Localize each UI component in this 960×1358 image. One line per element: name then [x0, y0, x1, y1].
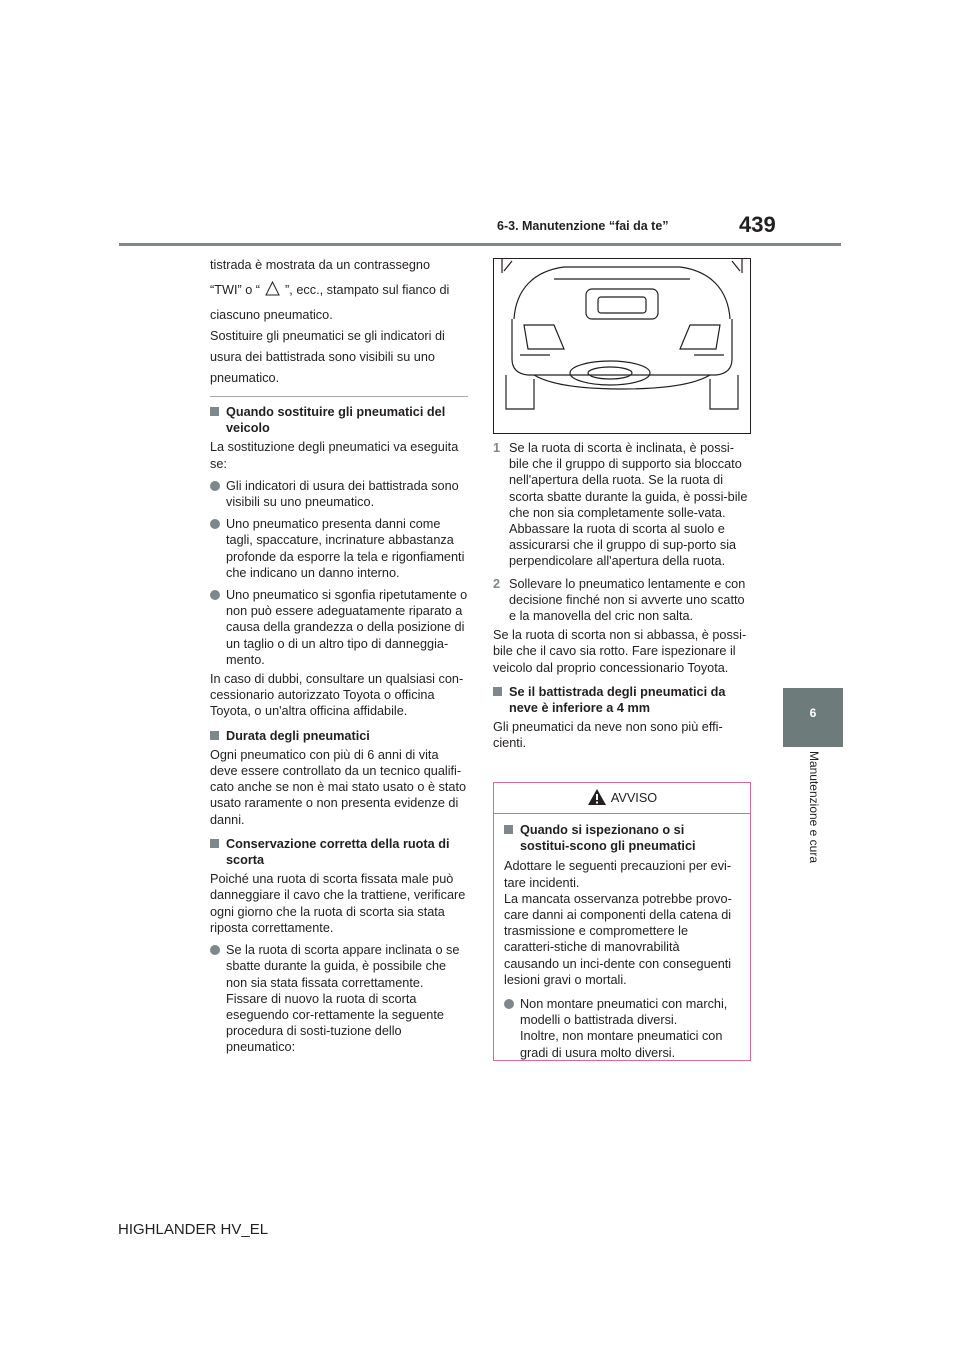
paragraph: Gli pneumatici da neve non sono più effi-cienti.: [493, 720, 723, 751]
warning-heading: Quando si ispezionano o si sostitui-scono gli pneumatici: [504, 822, 736, 854]
paragraph: In caso di dubbi, consultare un qualsiasi con-cessionario autorizzato Toyota o officina Toyota, o un'altra officina affidabile.: [210, 672, 464, 719]
heading-tire-life: Durata degli pneumatici: [210, 728, 468, 744]
warning-paragraph: La mancata osservanza potrebbe provo-care danni ai componenti della catena di trasmissione e compromettere le caratteri-stiche di manovrabilità causando un inci-dente con conseguenti lesioni gravi o mortali.: [504, 891, 732, 987]
intro-line: Sostituire gli pneumatici se gli indicatori di: [210, 329, 445, 343]
intro-text: “TWI” o “: [210, 283, 261, 297]
warning-title: AVVISO: [610, 791, 658, 805]
header-rule: [119, 243, 841, 246]
section-title: 6-3. Manutenzione “fai da te”: [497, 219, 669, 233]
left-intro: [210, 255, 468, 389]
footer-model: HIGHLANDER HV_EL: [118, 1221, 269, 1238]
heading-spare-storage: Conservazione corretta della ruota di scorta: [210, 836, 468, 868]
car-rear-drawing: [494, 259, 750, 433]
bullet-item: Uno pneumatico si sgonfia ripetutamente o non può essere adeguatamente riparato a causa della grandezza o della posizione di un taglio o di un altro tipo di danneggia-mento.: [210, 587, 468, 668]
paragraph: La sostituzione degli pneumatici va eseguita se:: [210, 440, 459, 471]
warning-bullet: [504, 996, 736, 1061]
intro-line: pneumatico.: [210, 371, 280, 385]
intro-text: ”, ecc., stampato sul fianco di: [285, 283, 450, 297]
chapter-number: 6: [809, 706, 817, 720]
step-text: Sollevare lo pneumatico lentamente e con decisione finché non si avverte uno scatto e la manovella del cric non salta.: [509, 576, 746, 624]
heading-replace-tires: Quando sostituire gli pneumatici del veicolo: [210, 404, 468, 436]
bullet-item: Uno pneumatico presenta danni come tagli, spaccature, incrinature abbastanza profonde da esporre la tela e rigonfiamenti che indicano un danno interno.: [210, 516, 468, 581]
step-number: 2: [493, 576, 501, 591]
step-number: 1: [493, 441, 501, 455]
bullet-item: Se la ruota di scorta appare inclinata o se sbatte durante la guida, è possibile che non sia stata fissata correttamente. Fissare di nuovo la ruota di scorta eseguendo cor-rettamente la seguente procedura di sosti-tuzione dello pneumatico:: [210, 942, 468, 1055]
chapter-label-box: [804, 740, 820, 890]
intro-line: usura dei battistrada sono visibili su uno: [210, 350, 435, 364]
warning-header: [494, 783, 750, 814]
section-divider: [210, 396, 468, 397]
paragraph: Se la ruota di scorta non si abbassa, è possi-bile che il cavo sia rotto. Fare ispezionare il veicolo dal proprio concessionario Toyota.: [493, 628, 747, 675]
warning-bullet-text: Inoltre, non montare pneumatici con gradi di usura molto diversi.: [520, 1029, 723, 1060]
rear-vehicle-illustration: [493, 258, 751, 434]
step-1: [493, 440, 751, 570]
tread-triangle-icon: [265, 281, 280, 296]
paragraph: Poiché una ruota di scorta fissata male può danneggiare il cavo che la trattiene, verificare ogni giorno che la ruota di scorta sia stata riposta correttamente.: [210, 872, 466, 935]
heading-snow-tires: Se il battistrada degli pneumatici da neve è inferiore a 4 mm: [493, 684, 751, 716]
warning-paragraph: Adottare le seguenti precauzioni per evi-tare incidenti.: [504, 859, 732, 890]
warning-body: [494, 814, 750, 1061]
intro-line: ciascuno pneumatico.: [210, 308, 333, 322]
warning-bullet-text: Non montare pneumatici con marchi, modelli o battistrada diversi.: [520, 997, 728, 1028]
bullet-item: Gli indicatori di usura dei battistrada sono visibili su uno pneumatico.: [210, 478, 468, 510]
chapter-label: Manutenzione e cura: [807, 750, 821, 864]
step-text: Se la ruota di scorta è inclinata, è possi-bile che il gruppo di supporto sia bloccato nell'apertura della ruota. Se la ruota di scorta sbatte durante la guida, è possi-bile che non sia completamente solle-vata. Abbassare la ruota di scorta al suolo e assicurarsi che il gruppo di sup-porto sia perpendicolare all'apertura della ruota.: [509, 441, 748, 569]
step-2: [493, 576, 751, 625]
intro-line: tistrada è mostrata da un contrassegno: [210, 258, 431, 272]
paragraph: Ogni pneumatico con più di 6 anni di vita deve essere controllato da un tecnico qualifi-cato anche se non è mai stato usato o è stato usato raramente o non presenta evidenze di danni.: [210, 747, 467, 827]
warning-triangle-icon: [587, 788, 607, 806]
page-number: 439: [739, 212, 776, 237]
left-column: [210, 404, 468, 1056]
intro-line: [210, 280, 468, 301]
warning-box: [493, 782, 751, 1061]
right-column: [493, 440, 751, 752]
